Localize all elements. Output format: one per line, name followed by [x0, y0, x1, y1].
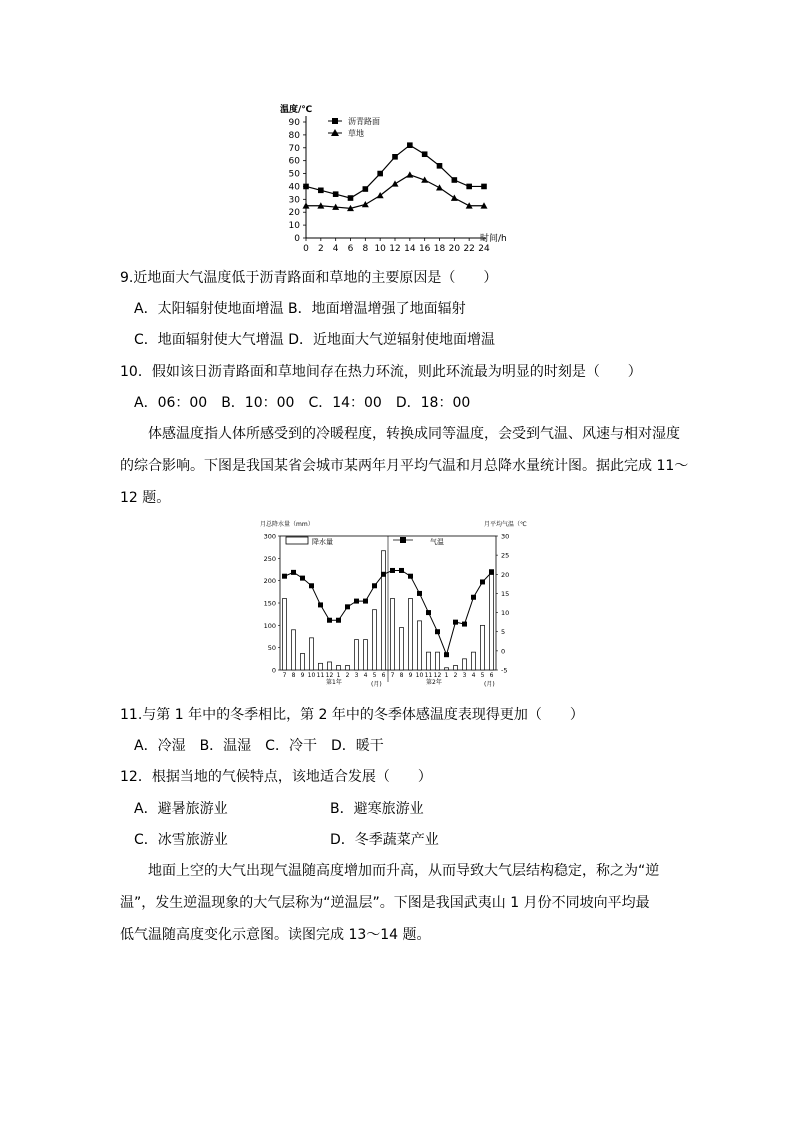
chart1-y-tick-label: 10 [288, 221, 300, 232]
chart1-asphalt-point [348, 195, 354, 201]
passage-1-line-3: 12 题。 [120, 490, 171, 506]
chart2-left-tick-label: 200 [263, 577, 276, 586]
chart1-x-ticks [303, 238, 490, 254]
passage-1-line-1: 体感温度指人体所感受到的冷暖程度，转换成同等温度，会受到气温、风速与相对湿度 [148, 426, 680, 442]
chart1-x-tick-label: 24 [478, 244, 490, 254]
chart2-precip-bar [318, 663, 322, 670]
chart2-month-label: 9 [408, 672, 413, 679]
chart1-series [303, 142, 488, 211]
chart1-grass-point [436, 184, 443, 190]
chart1-asphalt-point [407, 142, 413, 148]
chart1-x-tick-label: 0 [303, 244, 309, 254]
chart2-precip-bar [480, 625, 484, 670]
chart2-left-ticks [264, 533, 280, 675]
question-10-options: A．06：00 B．10：00 C．14：00 D．18：00 [134, 395, 471, 411]
chart2-precip-bar [291, 630, 295, 670]
chart1-y-tick-label: 70 [288, 143, 300, 154]
chart2-precip-bar [309, 638, 313, 670]
chart2-precip-bar [453, 666, 457, 670]
chart2-month-label: 9 [300, 672, 305, 679]
chart2-temp-point [327, 618, 332, 623]
chart1-asphalt-point [392, 154, 398, 160]
chart2-precip-bar [399, 628, 403, 670]
chart1-x-tick-label: 2 [317, 244, 324, 254]
chart1-y-tick-label: 0 [294, 234, 300, 244]
chart2-right-tick-label: 15 [501, 589, 510, 598]
chart2-right-label: 月平均气温（℃ [484, 521, 527, 528]
chart1-asphalt-point [481, 184, 487, 190]
chart1-asphalt-point [318, 188, 324, 194]
chart2-month-label: 10 [307, 672, 316, 679]
legend-square-marker [400, 537, 406, 543]
question-12-option-c: C．冰雪旅游业 [134, 832, 228, 848]
chart2-month-label: 12 [325, 672, 334, 679]
chart2-right-tick-label: -5 [501, 666, 508, 675]
chart2-month-label: 4 [363, 672, 368, 679]
passage-1-line-2: 的综合影响。下图是我国某省会城市某两年月平均气温和月总降水量统计图。据此完成 11～ [120, 458, 689, 474]
chart2-month-label: 8 [399, 672, 404, 679]
chart2-precip-bar [336, 666, 340, 670]
chart2-temp-point [309, 583, 314, 588]
question-12-option-d: D．冬季蔬菜产业 [330, 832, 439, 848]
passage-2-line-1: 地面上空的大气出现气温随高度增加而升高，从而导致大气层结构稳定，称之为“逆 [148, 863, 660, 879]
legend-grass: 草地 [348, 129, 364, 138]
chart2-temp-point [390, 568, 395, 573]
chart2-month-label: 5 [372, 672, 377, 679]
question-9-options-cd: C．地面辐射使大气增温 D．近地面大气逆辐射使地面增温 [134, 332, 496, 348]
chart2-precip-bar [390, 599, 394, 670]
chart1-y-tick-label: 60 [288, 156, 300, 167]
chart2-temp-point [354, 599, 359, 604]
legend-precip: 降水量 [312, 538, 333, 546]
legend-square-marker [332, 118, 338, 124]
question-12: 12．根据当地的气候特点，该地适合发展（ ） [120, 769, 432, 785]
chart1-y-ticks [289, 118, 306, 244]
chart1-asphalt-point [422, 151, 428, 157]
chart2-legend [286, 537, 444, 546]
chart2-left-tick-label: 250 [263, 554, 276, 563]
chart2-precip-bar [282, 599, 286, 670]
chart2-right-tick-label: 5 [501, 628, 506, 637]
question-12-option-a: A．避暑旅游业 [134, 801, 228, 817]
chart2-temp-point [426, 610, 431, 615]
chart2-precip-bar [444, 668, 448, 670]
chart1-y-tick-label: 90 [288, 118, 300, 128]
legend-temp: 气温 [430, 538, 444, 546]
chart2-right-tick-label: 10 [501, 609, 510, 618]
chart2-precip-bar [300, 653, 304, 670]
chart2-precip-bar [408, 599, 412, 670]
chart2-temp-point [300, 576, 305, 581]
chart1-series-line-0 [306, 145, 484, 198]
chart1-x-tick-label: 18 [433, 244, 446, 254]
chart2-temp-point [291, 570, 296, 575]
chart1-asphalt-point [437, 163, 443, 169]
chart2-month-label: 5 [480, 672, 485, 679]
chart1-x-tick-label: 4 [332, 244, 339, 254]
question-11: 11.与第 1 年中的冬季相比，第 2 年中的冬季体感温度表现得更加（ ） [120, 707, 584, 723]
chart2-month-label: 3 [354, 672, 359, 679]
chart2-month-label: 1 [444, 672, 449, 679]
legend-asphalt: 沥青路面 [348, 117, 380, 126]
chart1-ylabel: 温度/℃ [280, 105, 313, 115]
chart2-temp-point [453, 620, 458, 625]
chart2-temp-point [408, 574, 413, 579]
chart1-x-tick-label: 22 [463, 244, 475, 254]
chart2-temp-point [444, 652, 449, 657]
chart2-left-tick-label: 100 [263, 621, 276, 630]
chart2-left-tick-label: 0 [271, 666, 276, 675]
chart1-asphalt-point [303, 184, 309, 190]
chart2-left-tick-label: 50 [267, 644, 276, 653]
chart2-left-label: 月总降水量（mm） [260, 521, 314, 528]
chart2-month-label: 4 [471, 672, 476, 679]
chart1-x-tick-label: 14 [404, 244, 416, 254]
chart2-month-label: 8 [291, 672, 296, 679]
chart1-asphalt-point [466, 184, 472, 190]
chart1-asphalt-point [333, 191, 339, 197]
chart1-x-tick-label: 6 [347, 244, 354, 254]
chart2-month-label: 11 [424, 672, 433, 679]
chart2-month-label: 6 [381, 672, 386, 679]
passage-2-line-2: 温”，发生逆温现象的大气层称为“逆温层”。下图是我国武夷山 1 月份不同坡向平均最 [120, 895, 650, 911]
chart2-month-label: 6 [489, 672, 494, 679]
legend-bar-swatch [286, 537, 308, 544]
climate-combo-chart [258, 516, 530, 694]
chart1-y-tick-label: 80 [288, 130, 300, 141]
chart2-month-label: 2 [453, 672, 458, 679]
chart2-temp-point [480, 579, 485, 584]
chart2-month-label: 1 [336, 672, 341, 679]
chart2-right-tick-label: 0 [501, 647, 506, 656]
chart1-xlabel: 时间/h [480, 234, 507, 244]
chart1-y-tick-label: 50 [288, 169, 300, 180]
chart1-asphalt-point [377, 171, 383, 177]
chart1-asphalt-point [363, 186, 369, 192]
chart1-legend [328, 116, 380, 138]
chart2-right-tick-label: 25 [501, 551, 510, 560]
question-12-option-b: B．避寒旅游业 [330, 801, 424, 817]
chart2-month-label: 10 [415, 672, 424, 679]
chart2-precip-bar [462, 659, 466, 670]
chart2-month-label: 11 [316, 672, 325, 679]
chart2-temp-point [381, 572, 386, 577]
chart2-temp-point [336, 618, 341, 623]
chart2-unit-label-2: (月) [484, 681, 495, 688]
chart2-temp-point [417, 591, 422, 596]
chart1-asphalt-point [452, 177, 458, 183]
passage-2-line-3: 低气温随高度变化示意图。读图完成 13～14 题。 [120, 927, 431, 943]
question-9-options-ab: A．太阳辐射使地面增温 B．地面增温增强了地面辐射 [134, 301, 466, 317]
chart1-x-tick-label: 10 [374, 244, 386, 254]
chart2-temp-point [489, 570, 494, 575]
chart1-y-tick-label: 20 [288, 208, 300, 219]
chart2-precip-bar [327, 662, 331, 670]
chart1-x-tick-label: 12 [389, 244, 401, 254]
chart2-precip-bar [435, 652, 439, 670]
chart2-temp-point [462, 622, 467, 627]
question-10: 10．假如该日沥青路面和草地间存在热力环流，则此环流最为明显的时刻是（ ） [120, 364, 642, 380]
chart2-year-2: 第2年 [426, 679, 442, 686]
chart2-temp-point [363, 599, 368, 604]
chart2-month-label: 2 [345, 672, 350, 679]
chart2-year-1: 第1年 [326, 679, 342, 686]
chart2-temp-point [372, 583, 377, 588]
chart2-precip-bar [426, 652, 430, 670]
chart2-precip-bar [489, 570, 493, 671]
chart2-right-ticks [496, 533, 509, 675]
chart2-month-label: 3 [462, 672, 467, 679]
question-9: 9.近地面大气温度低于沥青路面和草地的主要原因是（ ） [120, 270, 498, 286]
chart2-temp-point [435, 629, 440, 634]
chart1-series-line-1 [306, 175, 484, 209]
chart2-left-tick-label: 300 [263, 532, 276, 541]
chart1-grass-point [406, 171, 413, 177]
chart2-precip-bar [345, 666, 349, 670]
chart2-temp-point [282, 574, 287, 579]
question-11-options: A．冷湿 B．温湿 C．冷干 D．暖干 [134, 738, 384, 754]
chart2-temp-point [345, 604, 350, 609]
chart1-y-tick-label: 30 [288, 195, 300, 206]
chart2-temp-point [399, 568, 404, 573]
chart2-left-tick-label: 150 [263, 599, 276, 608]
chart1-x-tick-label: 16 [418, 244, 431, 254]
chart1-grass-point [362, 201, 369, 207]
chart1-x-tick-label: 20 [448, 244, 461, 254]
chart2-unit-label-1: (月) [371, 681, 382, 688]
chart2-precip-bar [417, 621, 421, 670]
chart2-temp-point [471, 595, 476, 600]
chart2-month-label: 7 [390, 672, 395, 679]
chart2-temp-point [318, 602, 323, 607]
chart2-precip-bar [471, 652, 475, 670]
chart2-precip-bar [381, 551, 385, 670]
chart2-precip-bar [372, 610, 376, 670]
chart1-grass-point [451, 195, 458, 201]
chart2-month-label: 7 [282, 672, 287, 679]
chart2-precip-bar [363, 640, 367, 670]
chart2-precip-bar [354, 640, 358, 670]
chart1-x-tick-label: 8 [362, 244, 369, 254]
chart2-right-tick-label: 30 [501, 532, 510, 541]
chart2-right-tick-label: 20 [501, 570, 510, 579]
chart1-y-tick-label: 40 [288, 182, 300, 193]
chart1-grass-point [392, 180, 399, 186]
temperature-line-chart [270, 96, 530, 256]
chart2-month-label: 12 [433, 672, 442, 679]
